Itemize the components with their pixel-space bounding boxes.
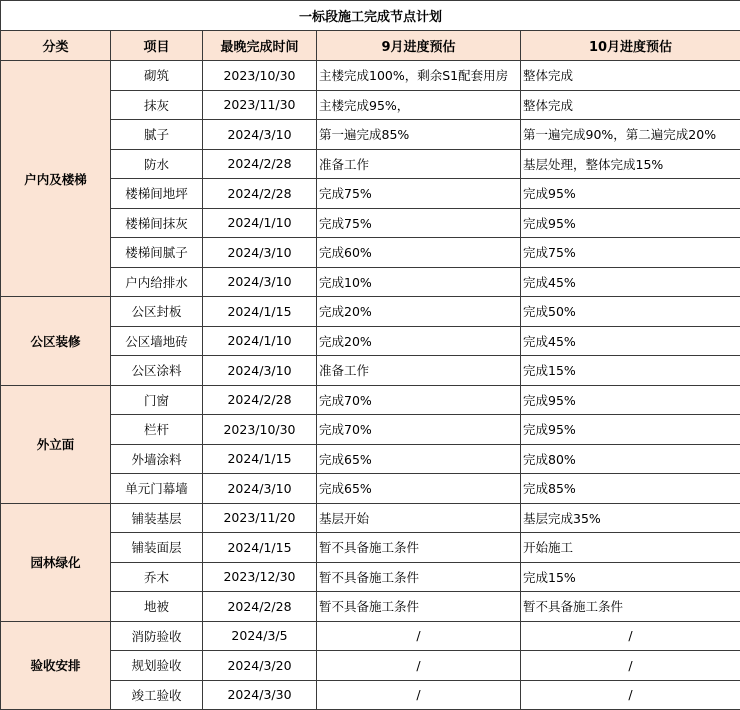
sep-progress-cell: 完成75% xyxy=(317,179,521,209)
deadline-cell: 2024/3/5 xyxy=(203,621,317,651)
table-row xyxy=(1,651,740,681)
deadline-cell: 2024/2/28 xyxy=(203,592,317,622)
table-row xyxy=(1,208,740,238)
sep-progress-cell: 暂不具备施工条件 xyxy=(317,562,521,592)
item-cell: 户内给排水 xyxy=(111,267,203,297)
deadline-cell: 2024/3/20 xyxy=(203,651,317,681)
deadline-cell: 2024/3/10 xyxy=(203,120,317,150)
category-cell: 户内及楼梯 xyxy=(1,61,111,297)
sep-progress-cell: 完成65% xyxy=(317,444,521,474)
item-cell: 地被 xyxy=(111,592,203,622)
sep-progress-cell: 暂不具备施工条件 xyxy=(317,533,521,563)
header-row xyxy=(1,31,740,61)
deadline-cell: 2024/1/10 xyxy=(203,326,317,356)
table-row xyxy=(1,592,740,622)
deadline-cell: 2023/12/30 xyxy=(203,562,317,592)
table-row xyxy=(1,444,740,474)
item-cell: 竣工验收 xyxy=(111,680,203,710)
item-cell: 消防验收 xyxy=(111,621,203,651)
table-row xyxy=(1,267,740,297)
table-row xyxy=(1,90,740,120)
item-cell: 门窗 xyxy=(111,385,203,415)
item-cell: 防水 xyxy=(111,149,203,179)
item-cell: 楼梯间抹灰 xyxy=(111,208,203,238)
oct-progress-cell: 基层完成35% xyxy=(521,503,740,533)
table-row xyxy=(1,503,740,533)
item-cell: 单元门幕墙 xyxy=(111,474,203,504)
title-row xyxy=(1,1,740,31)
oct-progress-cell: 完成95% xyxy=(521,208,740,238)
item-cell: 规划验收 xyxy=(111,651,203,681)
sep-progress-cell: / xyxy=(317,680,521,710)
category-cell: 园林绿化 xyxy=(1,503,111,621)
deadline-cell: 2024/3/30 xyxy=(203,680,317,710)
oct-progress-cell: 暂不具备施工条件 xyxy=(521,592,740,622)
header-item: 项目 xyxy=(111,31,203,61)
category-cell: 公区装修 xyxy=(1,297,111,386)
sep-progress-cell: 完成70% xyxy=(317,415,521,445)
deadline-cell: 2023/11/30 xyxy=(203,90,317,120)
sep-progress-cell: 完成60% xyxy=(317,238,521,268)
table-row xyxy=(1,238,740,268)
table-row xyxy=(1,297,740,327)
table-row xyxy=(1,385,740,415)
sep-progress-cell: 准备工作 xyxy=(317,149,521,179)
deadline-cell: 2024/2/28 xyxy=(203,385,317,415)
header-deadline: 最晚完成时间 xyxy=(203,31,317,61)
table-row xyxy=(1,474,740,504)
oct-progress-cell: 开始施工 xyxy=(521,533,740,563)
header-sep-progress: 9月进度预估 xyxy=(317,31,521,61)
table-row xyxy=(1,179,740,209)
category-cell: 验收安排 xyxy=(1,621,111,710)
oct-progress-cell: 完成15% xyxy=(521,562,740,592)
oct-progress-cell: 完成95% xyxy=(521,385,740,415)
oct-progress-cell: 完成95% xyxy=(521,179,740,209)
oct-progress-cell: 完成45% xyxy=(521,326,740,356)
table-row xyxy=(1,680,740,710)
table-row xyxy=(1,533,740,563)
sep-progress-cell: 暂不具备施工条件 xyxy=(317,592,521,622)
table-row xyxy=(1,356,740,386)
item-cell: 铺装基层 xyxy=(111,503,203,533)
sep-progress-cell: 完成10% xyxy=(317,267,521,297)
table-row xyxy=(1,621,740,651)
oct-progress-cell: 完成85% xyxy=(521,474,740,504)
oct-progress-cell: 完成80% xyxy=(521,444,740,474)
deadline-cell: 2024/3/10 xyxy=(203,267,317,297)
oct-progress-cell: / xyxy=(521,621,740,651)
header-oct-progress: 10月进度预估 xyxy=(521,31,740,61)
table-title: 一标段施工完成节点计划 xyxy=(1,1,740,31)
item-cell: 砌筑 xyxy=(111,61,203,91)
sep-progress-cell: 主楼完成95%， xyxy=(317,90,521,120)
deadline-cell: 2024/3/10 xyxy=(203,474,317,504)
item-cell: 公区封板 xyxy=(111,297,203,327)
sep-progress-cell: 完成20% xyxy=(317,297,521,327)
sep-progress-cell: 主楼完成100%，剩余S1配套用房 xyxy=(317,61,521,91)
sep-progress-cell: 基层开始 xyxy=(317,503,521,533)
table-row xyxy=(1,326,740,356)
sep-progress-cell: 完成20% xyxy=(317,326,521,356)
sep-progress-cell: 第一遍完成85% xyxy=(317,120,521,150)
category-cell: 外立面 xyxy=(1,385,111,503)
item-cell: 栏杆 xyxy=(111,415,203,445)
deadline-cell: 2024/3/10 xyxy=(203,356,317,386)
item-cell: 外墙涂料 xyxy=(111,444,203,474)
deadline-cell: 2024/1/15 xyxy=(203,444,317,474)
deadline-cell: 2023/10/30 xyxy=(203,61,317,91)
sep-progress-cell: 完成75% xyxy=(317,208,521,238)
sep-progress-cell: 完成65% xyxy=(317,474,521,504)
table-row xyxy=(1,149,740,179)
item-cell: 腻子 xyxy=(111,120,203,150)
item-cell: 楼梯间腻子 xyxy=(111,238,203,268)
deadline-cell: 2024/2/28 xyxy=(203,149,317,179)
deadline-cell: 2024/1/15 xyxy=(203,297,317,327)
item-cell: 铺装面层 xyxy=(111,533,203,563)
sep-progress-cell: 完成70% xyxy=(317,385,521,415)
oct-progress-cell: 第一遍完成90%，第二遍完成20% xyxy=(521,120,740,150)
item-cell: 公区涂料 xyxy=(111,356,203,386)
item-cell: 楼梯间地坪 xyxy=(111,179,203,209)
table-row xyxy=(1,120,740,150)
oct-progress-cell: 完成95% xyxy=(521,415,740,445)
deadline-cell: 2023/11/20 xyxy=(203,503,317,533)
header-category: 分类 xyxy=(1,31,111,61)
sep-progress-cell: 准备工作 xyxy=(317,356,521,386)
oct-progress-cell: / xyxy=(521,651,740,681)
oct-progress-cell: 完成15% xyxy=(521,356,740,386)
table-row xyxy=(1,562,740,592)
deadline-cell: 2024/1/15 xyxy=(203,533,317,563)
table-row xyxy=(1,415,740,445)
item-cell: 抹灰 xyxy=(111,90,203,120)
oct-progress-cell: 基层处理，整体完成15% xyxy=(521,149,740,179)
item-cell: 乔木 xyxy=(111,562,203,592)
oct-progress-cell: / xyxy=(521,680,740,710)
sep-progress-cell: / xyxy=(317,651,521,681)
sep-progress-cell: / xyxy=(317,621,521,651)
oct-progress-cell: 整体完成 xyxy=(521,90,740,120)
deadline-cell: 2024/1/10 xyxy=(203,208,317,238)
deadline-cell: 2023/10/30 xyxy=(203,415,317,445)
oct-progress-cell: 完成75% xyxy=(521,238,740,268)
item-cell: 公区墙地砖 xyxy=(111,326,203,356)
deadline-cell: 2024/2/28 xyxy=(203,179,317,209)
deadline-cell: 2024/3/10 xyxy=(203,238,317,268)
oct-progress-cell: 完成50% xyxy=(521,297,740,327)
table-row xyxy=(1,61,740,91)
oct-progress-cell: 完成45% xyxy=(521,267,740,297)
oct-progress-cell: 整体完成 xyxy=(521,61,740,91)
